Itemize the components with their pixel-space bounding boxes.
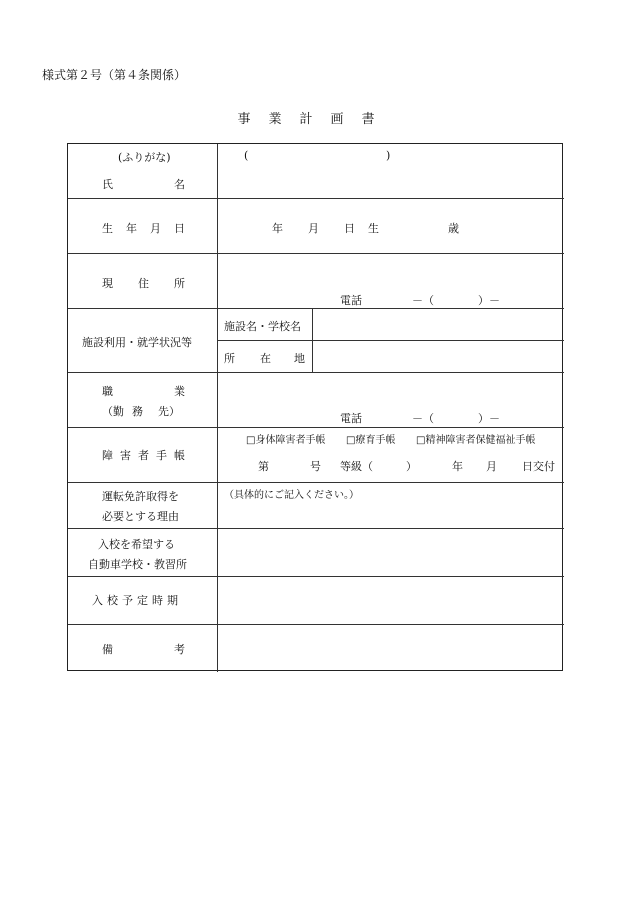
row-divider bbox=[68, 372, 564, 373]
row-divider bbox=[68, 576, 564, 577]
facility-label: 施設利用・就学状況等 bbox=[82, 336, 192, 349]
birth-label-3: 月 bbox=[150, 222, 161, 235]
period-label: 入校予定時期 bbox=[92, 594, 182, 607]
address-label-1: 現 bbox=[102, 277, 113, 290]
birth-label-2: 年 bbox=[126, 222, 137, 235]
birth-label-1: 生 bbox=[102, 222, 113, 235]
handbook-option-rehabilitation[interactable]: □療育手帳 bbox=[346, 435, 396, 446]
reason-label-line2: 必要とする理由 bbox=[102, 510, 179, 523]
name-label-b: 名 bbox=[174, 178, 185, 191]
remarks-label-2: 考 bbox=[174, 643, 185, 656]
handbook-option-mental[interactable]: □精神障害者保健福祉手帳 bbox=[416, 435, 536, 446]
handbook-label-3: 者 bbox=[138, 449, 149, 462]
birth-day: 日 bbox=[344, 222, 355, 235]
handbook-month: 月 bbox=[486, 460, 497, 473]
handbook-grade: 等級（ ） bbox=[340, 460, 417, 473]
reason-hint: （具体的にご記入ください。） bbox=[224, 490, 359, 501]
handbook-number-prefix: 第 bbox=[258, 460, 269, 473]
job-label-5: 先） bbox=[158, 405, 180, 418]
document-title: 事業計画書 bbox=[237, 112, 393, 127]
row-divider bbox=[68, 528, 564, 529]
handbook-label-2: 害 bbox=[120, 449, 131, 462]
address-label-3: 所 bbox=[174, 277, 185, 290]
furigana-label: (ふりがな) bbox=[118, 151, 171, 164]
row-divider bbox=[68, 427, 564, 428]
remarks-label-1: 備 bbox=[102, 643, 113, 656]
name-label-a: 氏 bbox=[102, 178, 113, 191]
job-label-2: 業 bbox=[174, 385, 185, 398]
row-divider bbox=[68, 482, 564, 483]
row-divider bbox=[68, 253, 564, 254]
job-phone-pattern: －（ ）－ bbox=[412, 412, 500, 425]
handbook-number-suffix: 号 bbox=[310, 460, 321, 473]
address-label-2: 住 bbox=[138, 277, 149, 290]
handbook-year: 年 bbox=[452, 460, 463, 473]
name-input-area[interactable] bbox=[218, 164, 563, 198]
handbook-label-1: 障 bbox=[102, 449, 113, 462]
school-label-line2: 自動車学校・教習所 bbox=[88, 558, 187, 571]
facility-location-label-3: 地 bbox=[294, 352, 305, 365]
handbook-option-physical[interactable]: □身体障害者手帳 bbox=[246, 435, 326, 446]
job-phone-label: 電話 bbox=[340, 412, 362, 425]
facility-subdivider bbox=[217, 340, 564, 341]
column-divider bbox=[217, 144, 218, 672]
job-label-1: 職 bbox=[102, 385, 113, 398]
address-phone-pattern: －（ ）－ bbox=[412, 294, 500, 307]
plan-form-table bbox=[67, 143, 563, 671]
furigana-open-paren: ( bbox=[244, 149, 249, 162]
birth-label-4: 日 bbox=[174, 222, 185, 235]
handbook-issued: 日交付 bbox=[522, 460, 555, 473]
job-label-4: 務 bbox=[132, 405, 143, 418]
row-divider bbox=[68, 624, 564, 625]
facility-location-label-2: 在 bbox=[260, 352, 271, 365]
address-phone-label: 電話 bbox=[340, 294, 362, 307]
school-label-line1: 入校を希望する bbox=[98, 538, 175, 551]
facility-subcolumn-divider bbox=[312, 308, 313, 372]
birth-age: 歳 bbox=[448, 222, 459, 235]
form-number: 様式第２号（第４条関係） bbox=[42, 68, 187, 82]
reason-label-line1: 運転免許取得を bbox=[102, 490, 179, 503]
row-divider bbox=[68, 198, 564, 199]
furigana-close-paren: ) bbox=[386, 149, 391, 162]
handbook-label-4: 手 bbox=[156, 449, 167, 462]
birth-year: 年 bbox=[272, 222, 283, 235]
row-divider bbox=[68, 308, 564, 309]
handbook-label-5: 帳 bbox=[174, 449, 185, 462]
facility-name-label: 施設名・学校名 bbox=[224, 320, 301, 333]
facility-location-label-1: 所 bbox=[224, 352, 235, 365]
job-label-3: （勤 bbox=[102, 405, 124, 418]
birth-born: 生 bbox=[368, 222, 379, 235]
birth-month: 月 bbox=[308, 222, 319, 235]
